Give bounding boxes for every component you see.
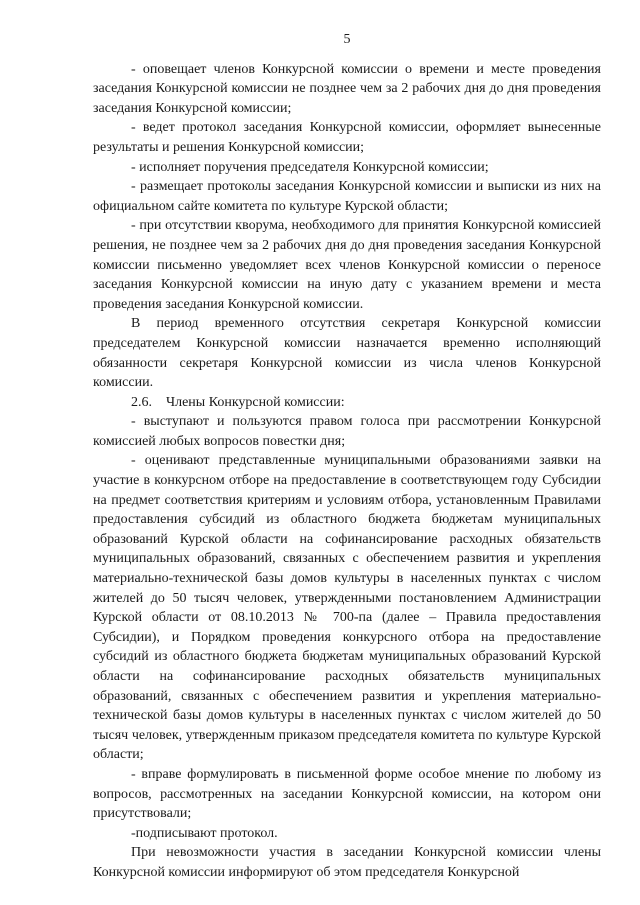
paragraph-secretary-absence: В период временного отсутствия секретаря Конкурсной комиссии председателем Конкурсной комиссии назначается временно исполняющий обязанности секретаря Конкурсной комиссии из числа членов Конкурсной комиссии. xyxy=(93,316,601,391)
paragraph-voting-rights: - выступают и пользуются правом голоса при рассмотрении Конкурсной комиссией любых вопросов повестки дня; xyxy=(93,414,601,449)
paragraph-no-quorum: - при отсутствии кворума, необходимого для принятия Конкурсной комиссией решения, не позднее чем за 2 рабочих дня до дня проведения заседания Конкурсной комиссии письменно уведомляет всех членов Конкурсной комиссии о переносе заседания Конкурсной комиссии на иную дату с указанием времени и места проведения заседания Конкурсной комиссии. xyxy=(93,218,601,312)
paragraph-executes-orders: - исполняет поручения председателя Конкурсной комиссии; xyxy=(131,159,489,175)
paragraph-sign-protocol: -подписывают протокол. xyxy=(131,825,278,841)
paragraph-inability-to-attend: При невозможности участия в заседании Конкурсной комиссии члены Конкурсной комиссии информируют об этом председателя Конкурсной xyxy=(93,845,601,880)
paragraph-keeps-protocol: - ведет протокол заседания Конкурсной комиссии, оформляет вынесенные результаты и решения Конкурсной комиссии; xyxy=(93,120,601,155)
paragraph-notify-members: - оповещает членов Конкурсной комиссии о времени и месте проведения заседания Конкурсной комиссии не позднее чем за 2 рабочих дня до дня проведения заседания Конкурсной комиссии; xyxy=(93,61,601,116)
document-page xyxy=(93,30,601,883)
paragraph-dissenting-opinion: - вправе формулировать в письменной форме особое мнение по любому из вопросов, рассмотренных на заседании Конкурсной комиссии, на котором они присутствовали; xyxy=(93,766,601,822)
paragraph-publishes-protocols: - размещает протоколы заседания Конкурсной комиссии и выписки из них на официальном сайте комитета по культуре Курской области; xyxy=(93,179,601,214)
section-heading-2-6: 2.6. Члены Конкурсной комиссии: xyxy=(131,394,345,410)
page-number: 5 xyxy=(343,32,351,47)
paragraph-evaluate-applications: - оценивают представленные муниципальными образованиями заявки на участие в конкурсном отборе на предоставление в соответствующем году Субсидии на предмет соответствия критериям и условиям отбора, установленным Правилами предоставления субсидий из областного бюджета бюджетам муниципальных образований Курской области на софинансирование расходных обязательств муниципальных образований, связанных с обеспечением развития и укрепления материально-технической базы домов культуры в населенных пунктах с числом жителей до 50 тысяч человек, утвержденными постановлением Администрации Курской области от 08.10.2013 № 700-па (далее – Правила предоставления Субсидии), и Порядком проведения конкурсного отбора на предоставление субсидий из областного бюджета бюджетам муниципальных образований Курской области на софинансирование расходных обязательств муниципальных образований, связанных с обеспечением развития и укрепления материально-технической базы домов культуры в населенных пунктах с числом жителей до 50 тысяч человек, утвержденным приказом председателя комитета по культуре Курской области; xyxy=(93,453,601,763)
